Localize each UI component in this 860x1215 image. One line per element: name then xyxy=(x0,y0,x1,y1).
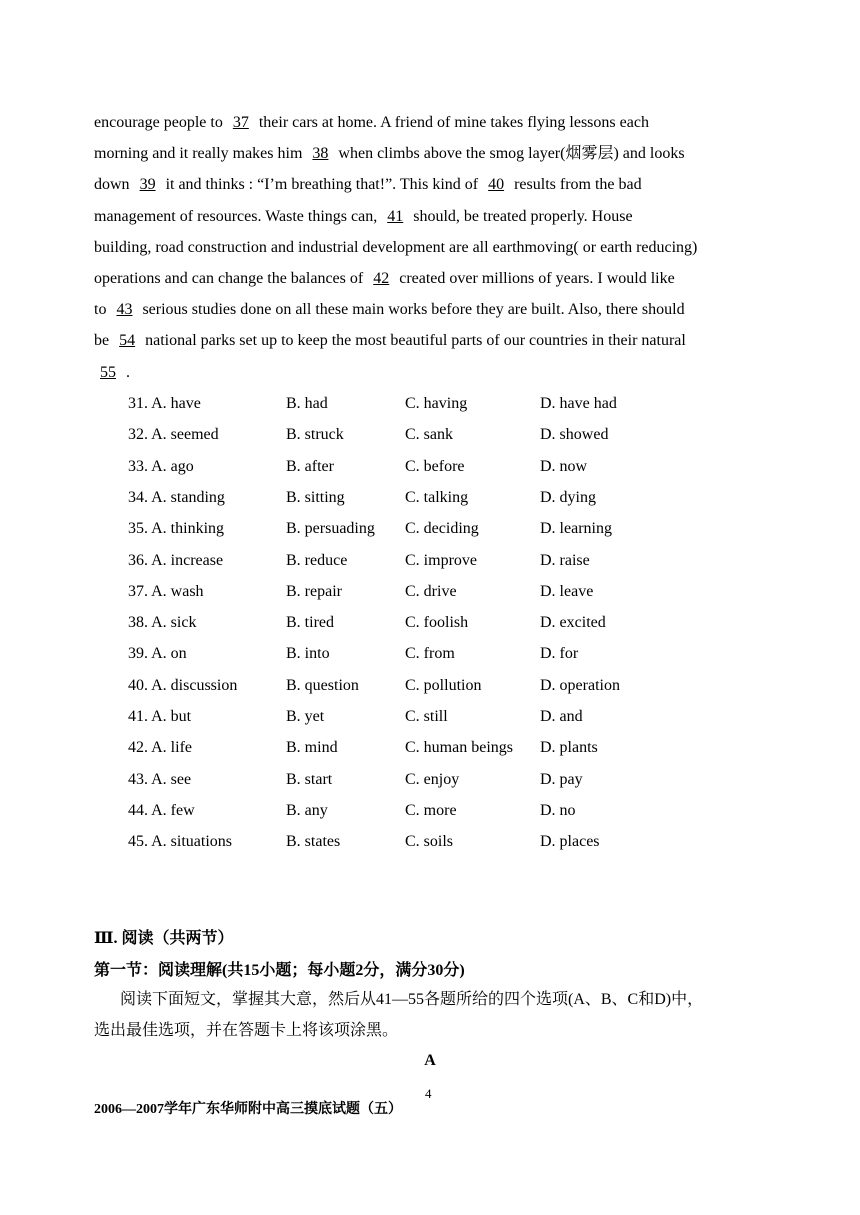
option-a: 45. A. situations xyxy=(128,833,233,851)
passage-line xyxy=(94,107,774,138)
option-b: B. states xyxy=(286,833,341,851)
instruction-line: 选出最佳选项，并在答题卡上将该项涂黑。 xyxy=(94,1022,399,1039)
option-a: 44. A. few xyxy=(128,801,195,819)
option-c: C. more xyxy=(405,801,457,819)
option-d: D. no xyxy=(540,801,576,819)
passage-text: building, road construction and industrial development are all earthmoving( or earth reducing) xyxy=(94,238,698,256)
passage-text: down xyxy=(94,176,134,194)
option-b: B. repair xyxy=(286,582,342,600)
passage-line xyxy=(94,357,774,388)
option-a: 34. A. standing xyxy=(128,488,225,506)
option-b: B. any xyxy=(286,801,328,819)
option-a: 42. A. life xyxy=(128,739,192,757)
option-d: D. excited xyxy=(540,614,606,632)
option-b: B. struck xyxy=(286,426,344,444)
instruction-line: 阅读下面短文，掌握其大意，然后从41—55各题所给的四个选项(A、B、C和D)中， xyxy=(120,991,704,1008)
passage-text: national parks set up to keep the most beautiful parts of our countries in their natural xyxy=(141,332,686,350)
option-d: D. plants xyxy=(540,739,598,757)
option-b: B. question xyxy=(286,676,359,694)
option-a: 40. A. discussion xyxy=(128,676,238,694)
option-c: C. talking xyxy=(405,488,469,506)
passage-text: should, be treated properly. House xyxy=(409,207,633,225)
passage-text: serious studies done on all these main works before they are built. Also, there should xyxy=(138,301,685,319)
option-b: B. sitting xyxy=(286,488,345,506)
option-c: C. still xyxy=(405,708,448,725)
passage-text: created over millions of years. I would like xyxy=(395,269,675,287)
passage-text: it and thinks : “I’m breathing that!”. This kind of xyxy=(161,176,483,194)
option-c: C. pollution xyxy=(405,676,482,694)
option-c: C. drive xyxy=(405,582,457,600)
option-a: 41. A. but xyxy=(128,708,192,725)
passage-text: their cars at home. A friend of mine takes flying lessons each xyxy=(254,114,649,131)
option-b: B. after xyxy=(286,457,334,475)
option-b: B. tired xyxy=(286,614,334,632)
option-a: 32. A. seemed xyxy=(128,426,219,444)
option-c: C. from xyxy=(405,645,455,663)
option-c: C. deciding xyxy=(405,520,479,538)
passage-line xyxy=(94,138,774,169)
passage-text: to xyxy=(94,301,111,319)
cloze-passage xyxy=(94,107,774,388)
blank-number: 43 xyxy=(116,301,133,319)
option-b: B. mind xyxy=(286,739,338,757)
blank-number: 41 xyxy=(387,207,404,225)
option-a: 37. A. wash xyxy=(128,582,204,600)
passage-text: management of resources. Waste things can, xyxy=(94,207,382,225)
passage-text: results from the bad xyxy=(510,176,642,194)
passage-text: morning and it really makes him xyxy=(94,145,307,163)
option-b: B. yet xyxy=(286,708,325,725)
option-c: C. before xyxy=(405,457,465,475)
option-d: D. now xyxy=(540,457,588,475)
page-number: 4 xyxy=(425,1086,432,1101)
passage-text: encourage people to xyxy=(94,114,227,131)
blank-number: 40 xyxy=(488,176,505,194)
passage-text: when climbs above the smog layer(烟雾层) and looks xyxy=(334,145,685,163)
option-d: D. places xyxy=(540,833,600,851)
passage-line xyxy=(94,325,774,356)
footer-text: 2006—2007学年广东华师附中高三摸底试题（五） xyxy=(94,1102,402,1117)
option-b: B. reduce xyxy=(286,551,348,569)
option-b: B. start xyxy=(286,770,333,788)
passage-text: operations and can change the balances of xyxy=(94,269,368,287)
option-a: 39. A. on xyxy=(128,645,187,663)
option-a: 35. A. thinking xyxy=(128,520,225,538)
option-a: 33. A. ago xyxy=(128,457,194,475)
option-d: D. leave xyxy=(540,582,594,600)
option-d: D. showed xyxy=(540,426,609,444)
option-d: D. dying xyxy=(540,488,596,506)
option-b: B. into xyxy=(286,645,330,663)
option-b: B. had xyxy=(286,395,328,412)
option-d: D. learning xyxy=(540,520,612,538)
option-a: 43. A. see xyxy=(128,770,192,788)
passage-line xyxy=(94,169,774,200)
blank-number: 54 xyxy=(119,332,136,350)
blank-number: 37 xyxy=(232,114,249,131)
option-b: B. persuading xyxy=(286,520,375,538)
blank-number: 39 xyxy=(139,176,156,194)
part-title: 第一节：阅读理解(共15小题；每小题2分，满分30分) xyxy=(94,962,465,979)
passage-line xyxy=(94,263,774,294)
option-d: D. for xyxy=(540,645,579,663)
passage-line xyxy=(94,201,774,232)
instructions xyxy=(94,984,774,1046)
option-d: D. operation xyxy=(540,676,620,694)
option-d: D. and xyxy=(540,708,583,725)
blank-number: 42 xyxy=(373,269,390,287)
passage-line xyxy=(94,232,774,263)
passage-line xyxy=(94,294,774,325)
option-c: C. having xyxy=(405,395,468,412)
section-title: Ⅲ. 阅读（共两节） xyxy=(94,930,234,947)
blank-number: 55 xyxy=(100,363,116,381)
passage-text: . xyxy=(122,363,130,381)
option-c: C. foolish xyxy=(405,614,469,632)
passage-label: A xyxy=(424,1052,436,1069)
option-d: D. have had xyxy=(540,395,617,412)
option-d: D. pay xyxy=(540,770,583,788)
option-c: C. sank xyxy=(405,426,453,444)
passage-text: be xyxy=(94,332,114,350)
option-c: C. improve xyxy=(405,551,477,569)
option-c: C. human beings xyxy=(405,739,513,757)
option-c: C. enjoy xyxy=(405,770,460,788)
option-d: D. raise xyxy=(540,551,590,569)
blank-number: 38 xyxy=(312,145,329,163)
option-c: C. soils xyxy=(405,833,454,851)
option-a: 38. A. sick xyxy=(128,614,197,632)
option-a: 31. A. have xyxy=(128,395,201,412)
option-a: 36. A. increase xyxy=(128,551,224,569)
